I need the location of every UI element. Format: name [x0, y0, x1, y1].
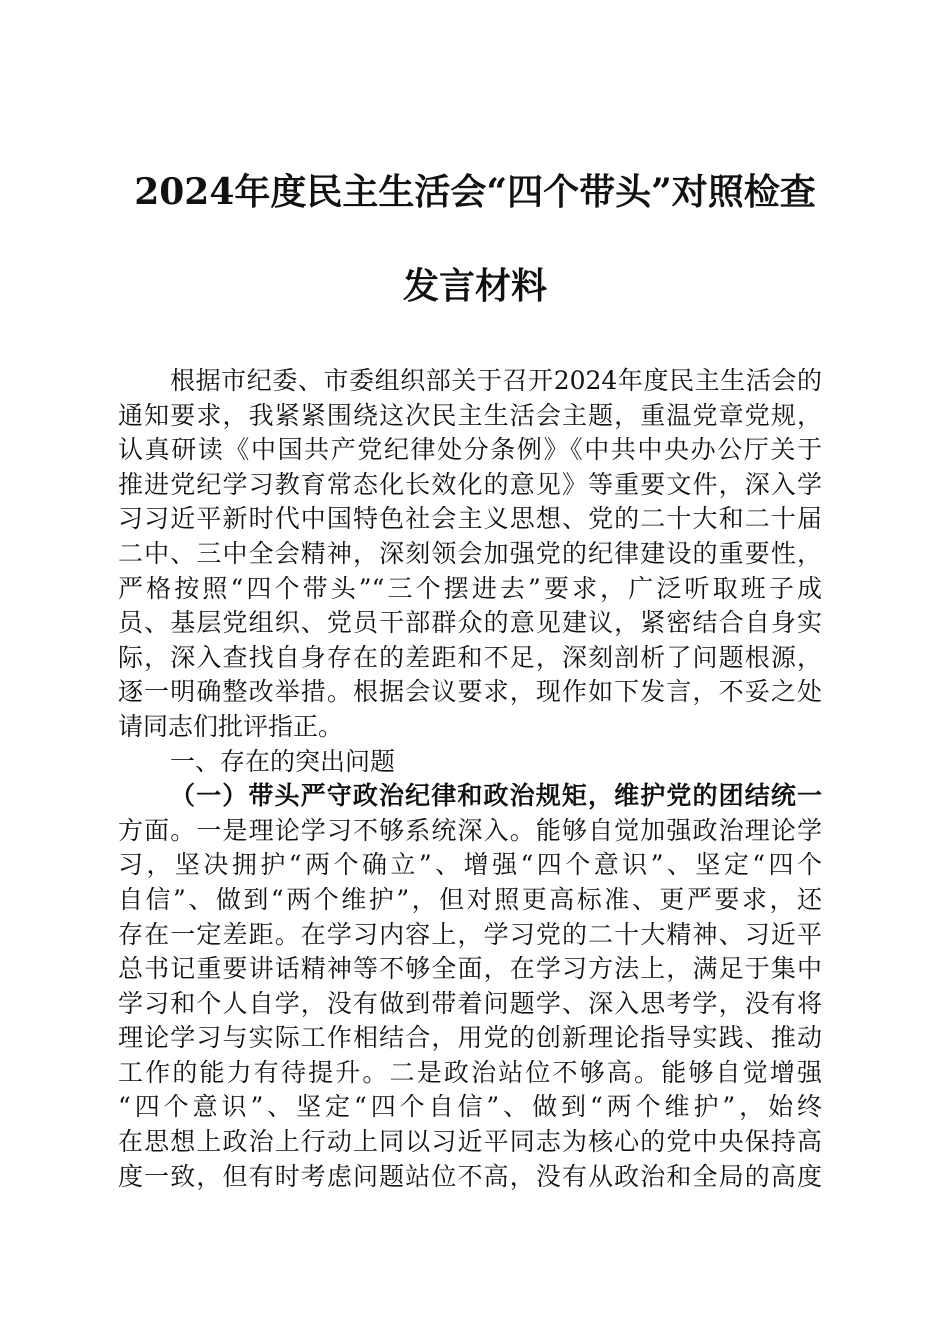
- intro-line: 通知要求，我紧紧围绕这次民主生活会主题，重温党章党规，: [118, 400, 822, 430]
- subsection-heading: （一）带头严守政治纪律和政治规矩，维护党的团结统一: [170, 781, 822, 811]
- intro-line: 逐一明确整改举措。根据会议要求，现作如下发言，不妥之处: [118, 677, 822, 707]
- body-line: 工作的能力有待提升。二是政治站位不够高。能够自觉增强: [118, 1057, 822, 1087]
- intro-line: 严格按照“四个带头”“三个摆进去”要求，广泛听取班子成: [118, 573, 822, 603]
- body-line: 理论学习与实际工作相结合，用党的创新理论指导实践、推动: [118, 1023, 822, 1053]
- document-body: [118, 364, 822, 1194]
- intro-line: 习习近平新时代中国特色社会主义思想、党的二十大和二十届: [118, 504, 822, 534]
- body-line: 度一致，但有时考虑问题站位不高，没有从政治和全局的高度: [118, 1161, 822, 1191]
- body-line: 学习和个人自学，没有做到带着问题学、深入思考学，没有将: [118, 988, 822, 1018]
- intro-line: 际，深入查找自身存在的差距和不足，深刻剖析了问题根源，: [118, 642, 822, 672]
- document-title-line-1: 2024年度民主生活会“四个带头”对照检查: [134, 171, 816, 213]
- intro-line: 推进党纪学习教育常态化长效化的意见》等重要文件，深入学: [118, 469, 822, 499]
- body-line: 方面。一是理论学习不够系统深入。能够自觉加强政治理论学: [118, 815, 822, 845]
- intro-line: 员、基层党组织、党员干部群众的意见建议，紧密结合自身实: [118, 608, 822, 638]
- section-heading: 一、存在的突出问题: [170, 746, 396, 776]
- intro-line: 根据市纪委、市委组织部关于召开2024年度民主生活会的: [170, 366, 822, 395]
- intro-line: 二中、三中全会精神，深刻领会加强党的纪律建设的重要性，: [118, 538, 822, 568]
- intro-line: 请同志们批评指正。: [118, 711, 344, 741]
- intro-line: 认真研读《中国共产党纪律处分条例》《中共中央办公厅关于: [118, 435, 822, 465]
- body-line: 自信”、做到“两个维护”，但对照更高标准、更严要求，还: [118, 884, 822, 914]
- body-line: 存在一定差距。在学习内容上，学习党的二十大精神、习近平: [118, 919, 822, 949]
- document-title-line-2: 发言材料: [402, 265, 547, 307]
- body-line: 习，坚决拥护“两个确立”、增强“四个意识”、坚定“四个: [118, 850, 822, 880]
- body-line: 在思想上政治上行动上同以习近平同志为核心的党中央保持高: [118, 1127, 822, 1157]
- body-line: 总书记重要讲话精神等不够全面，在学习方法上，满足于集中: [118, 954, 822, 984]
- body-line: “四个意识”、坚定“四个自信”、做到“两个维护”，始终: [118, 1092, 822, 1122]
